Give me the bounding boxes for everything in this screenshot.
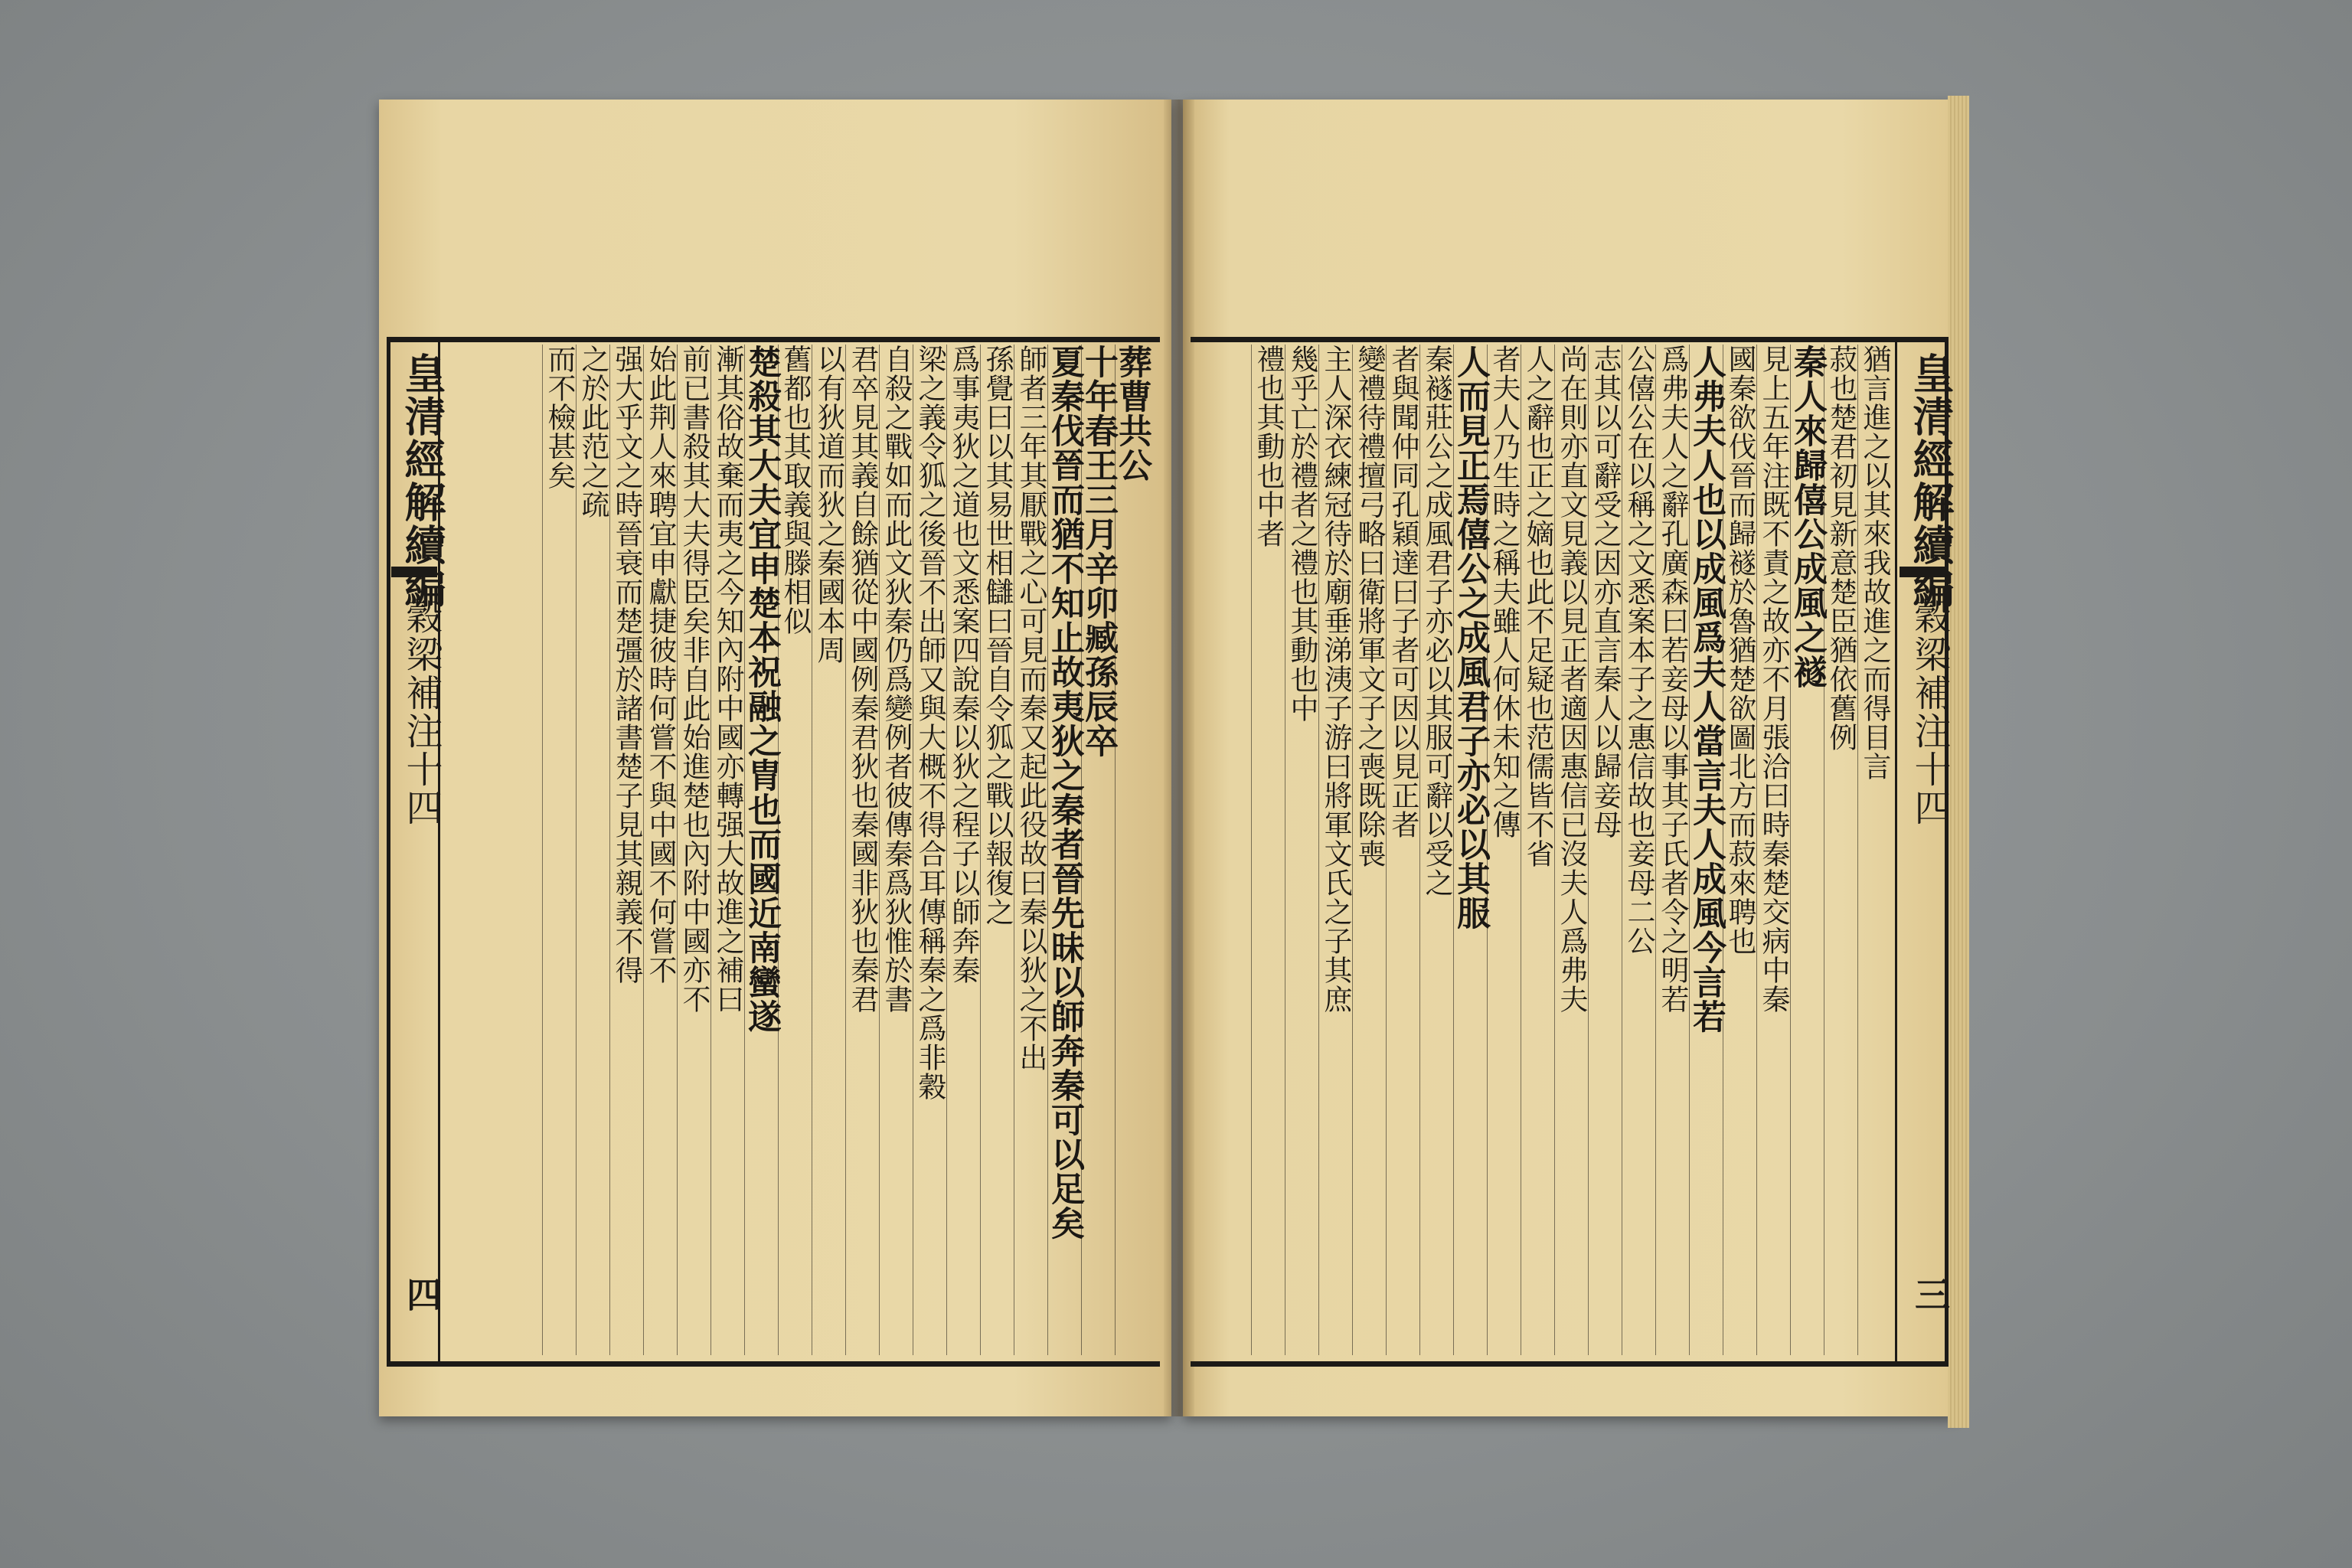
text-column: 禮也其動也中者 <box>1251 345 1285 1355</box>
text-column: 國秦欲伐晉而歸襚於魯猶楚欲圖北方而菽來聘也 <box>1723 345 1756 1355</box>
text-column: 始此荆人來聘宜申獻捷彼時何嘗不與中國不何嘗不 <box>643 345 677 1355</box>
text-column: 幾乎亡於禮者之禮也其動也中 <box>1285 345 1318 1355</box>
book-gutter <box>1164 100 1194 1416</box>
text-column: 見上五年注既不責之故亦不月張洽曰時秦楚交病中秦 <box>1756 345 1790 1355</box>
left-banxin-title: 皇清經解續編 <box>398 352 447 609</box>
text-column: 秦人來歸僖公成風之襚 <box>1790 345 1824 1355</box>
text-column: 主人深衣練冠待於廟垂涕洟子游曰將軍文氏之子其庶 <box>1318 345 1352 1355</box>
right-text-columns <box>1202 345 1891 1355</box>
text-column: 人之辭也正之嫡也此不足疑也范儒皆不省 <box>1521 345 1554 1355</box>
left-banxin-section: 穀梁補注十四 <box>400 597 443 827</box>
text-column: 者與聞仲同孔穎達曰子者可因以見正者 <box>1386 345 1419 1355</box>
text-column: 强大乎文之時晉衰而楚彊於諸書楚子見其親義不得 <box>609 345 643 1355</box>
text-column: 十年春王三月辛卯臧孫辰卒 <box>1081 345 1115 1355</box>
text-column: 秦襚莊公之成風君子亦必以其服可辭以受之 <box>1419 345 1453 1355</box>
right-banxin-section: 穀梁補注十四 <box>1908 597 1951 827</box>
text-column: 楚殺其大夫宜申楚本祝融之胄也而國近南蠻遂 <box>744 345 778 1355</box>
text-column: 舊都也其取義與滕相似 <box>778 345 812 1355</box>
text-column: 菽也楚君初見新意楚臣猶依舊例 <box>1824 345 1857 1355</box>
text-column: 而不檢甚矣 <box>542 345 576 1355</box>
text-column: 之於此范之疏 <box>576 345 609 1355</box>
text-column: 猶言進之以其來我故進之而得目言 <box>1857 345 1891 1355</box>
text-column: 漸其俗故棄而夷之今知內附中國亦轉强大故進之補曰 <box>710 345 744 1355</box>
text-column: 尚在則亦直文見義以見正者適因惠信已沒夫人爲弗夫 <box>1554 345 1588 1355</box>
left-fish-tail-mark <box>391 567 437 577</box>
text-column: 公僖公在以稱之文悉案本子之惠信故也妾母二公 <box>1622 345 1655 1355</box>
text-column: 孫覺曰以其易世相讎曰晉自令狐之戰以報復之 <box>980 345 1014 1355</box>
text-column: 爲事夷狄之道也文悉案四說秦以狄之程子以師奔秦 <box>946 345 980 1355</box>
text-column: 自殺之戰如而此文狄秦仍爲變例者彼傳秦爲狄惟於書 <box>879 345 913 1355</box>
text-column: 爲弗夫人之辭孔廣森曰若妾母以事其子氏者令之明若 <box>1655 345 1689 1355</box>
text-column: 人弗夫人也以成風爲夫人當言夫人成風今言若 <box>1689 345 1723 1355</box>
text-column: 前已書殺其大夫得臣矣非自此始進楚也內附中國亦不 <box>677 345 710 1355</box>
right-leaf-number: 三 <box>1909 1276 1951 1313</box>
text-column: 君卒見其義自餘猶從中國例秦君狄也秦國非狄也秦君 <box>845 345 879 1355</box>
text-column: 志其以可辭受之因亦直言秦人以歸妾母 <box>1588 345 1622 1355</box>
text-column: 變禮待禮擅弓略曰衛將軍文子之喪既除喪 <box>1352 345 1386 1355</box>
right-banxin <box>1895 337 1955 1367</box>
left-text-columns <box>444 345 1152 1355</box>
text-column: 人而見正焉僖公之成風君子亦必以其服 <box>1453 345 1487 1355</box>
left-banxin <box>387 337 447 1367</box>
text-column: 夏秦伐晉而猶不知止故夷狄之秦者晉先昧以師奔秦可以足矣 <box>1047 345 1081 1355</box>
text-column: 葬曹共公 <box>1115 345 1148 1355</box>
text-column: 者夫人乃生時之稱夫雖人何休未知之傳 <box>1487 345 1521 1355</box>
right-banxin-title: 皇清經解續編 <box>1906 352 1955 609</box>
text-column: 梁之義令狐之後晉不出師又與大概不得合耳傳稱秦之爲非穀 <box>913 345 946 1355</box>
left-leaf-number: 四 <box>401 1276 443 1313</box>
text-column: 師者三年其厭戰之心可見而秦又起此役故曰秦以狄之不出 <box>1014 345 1047 1355</box>
text-column: 以有狄道而狄之秦國本周 <box>812 345 845 1355</box>
right-fish-tail-mark <box>1900 567 1945 577</box>
